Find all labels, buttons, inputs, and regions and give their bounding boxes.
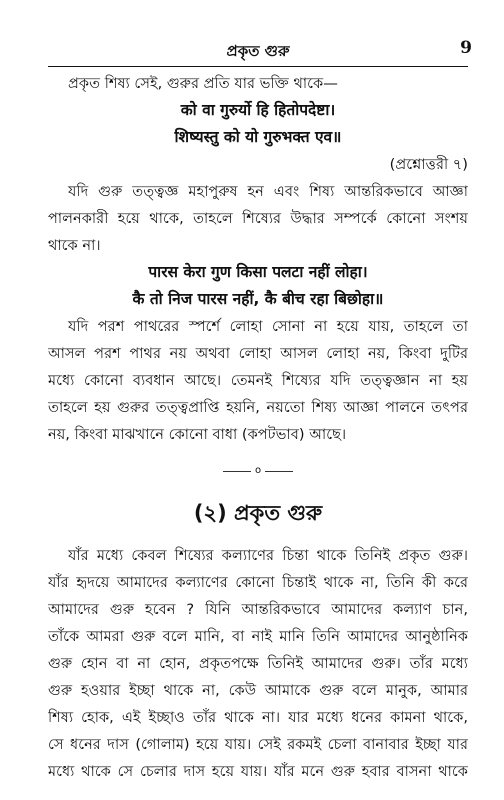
text-line: থাকে না। [48,237,101,254]
separator-dot: o [254,465,262,476]
text-line: তাঁকে আমরা গুরু বলে মানি, বা নাই মানি তিনি আমাদের আনুষ্ঠানিক [48,628,468,645]
header-rule [48,66,468,67]
text-line: আসল পরশ পাথর নয় অথবা লোহা আসল লোহা নয়, কিংবা দুটির [48,345,468,362]
verse-reference: (প্রশ্নোত্তরী ৭) [389,156,468,173]
hindi-verse-line: कै तो निज पारस नहीं, कै बीच रहा बिछोहा॥ [132,290,384,308]
sanskrit-verse-line: को वा गुरुर्यो हि हितोपदेष्टा। [180,101,336,119]
text-line: পালনকারী হয়ে থাকে, তাহলে শিষ্যের উদ্ধার সম্পর্কে কোনো সংশয় [48,210,468,227]
hindi-verse-line: पारस केरा गुण किसा पलटा नहीं लोहा। [148,263,368,281]
text-line: শিষ্য হোক, এই ইচ্ছাও তাঁর থাকে না। যার মধ্যে ধনের কামনা থাকে, [48,709,468,726]
section-separator [48,454,468,488]
text-line: সে ধনের দাস (গোলাম) হয়ে যায়। সেই রকমই চেলা বানাবার ইচ্ছা যার [48,736,468,753]
section-heading: (২) প্রকৃত গুরু [193,501,323,525]
text-line: নয়, কিংবা মাঝখানে কোনো বাধা (কপটভাব) আছে। [48,426,347,443]
text-line: যাঁর হৃদয়ে আমাদের কল্যাণের কোনো চিন্তাই থাকে না, তিনি কী করে [48,574,468,591]
text-line: গুরু হোন বা না হোন, প্রকৃতপক্ষে তিনিই আমাদের গুরু। তাঁর মধ্যে [48,655,468,672]
text-line: তাহলে হয় গুরুর তত্ত্বপ্রাপ্তি হয়নি, নয়তো শিষ্য আজ্ঞা পালনে তৎপর [48,399,468,416]
text-line: যাঁর মধ্যে কেবল শিষ্যের কল্যাণের চিন্তা থাকে তিনিই প্রকৃত গুরু। [68,547,468,564]
text-line: গুরু হওয়ার ইচ্ছা থাকে না, কেউ আমাকে গুরু বলে মানুক, আমার [48,682,468,699]
text-line: মধ্যে কোনো ব্যবধান আছে। তেমনই শিষ্যের যদি তত্ত্বজ্ঞান না হয় [48,372,468,389]
page-content [48,70,468,785]
running-title: প্রকৃত গুরু [226,42,290,60]
page-header [48,38,472,64]
page-number: 9 [460,38,472,58]
text-line: মধ্যে থাকে সে চেলার দাস হয়ে যায়। যাঁর মনে গুরু হবার বাসনা থাকে [48,763,468,780]
text-line: প্রকৃত শিষ্য সেই, গুরুর প্রতি যার ভক্তি থাকে— [68,75,338,92]
sanskrit-verse-line: शिष्यस्तु को यो गुरुभक्त एव॥ [174,128,342,146]
text-line: যদি পরশ পাথরের স্পর্শে লোহা সোনা না হয়ে যায়, তাহলে তা [68,318,468,335]
text-line: যদি গুরু তত্ত্বজ্ঞ মহাপুরুষ হন এবং শিষ্য আন্তরিকভাবে আজ্ঞা [68,183,468,200]
separator-line-right [265,471,293,472]
separator-line-left [223,471,251,472]
text-line: আমাদের গুরু হবেন ? যিনি আন্তরিকভাবে আমাদের কল্যাণ চান, [48,601,468,618]
